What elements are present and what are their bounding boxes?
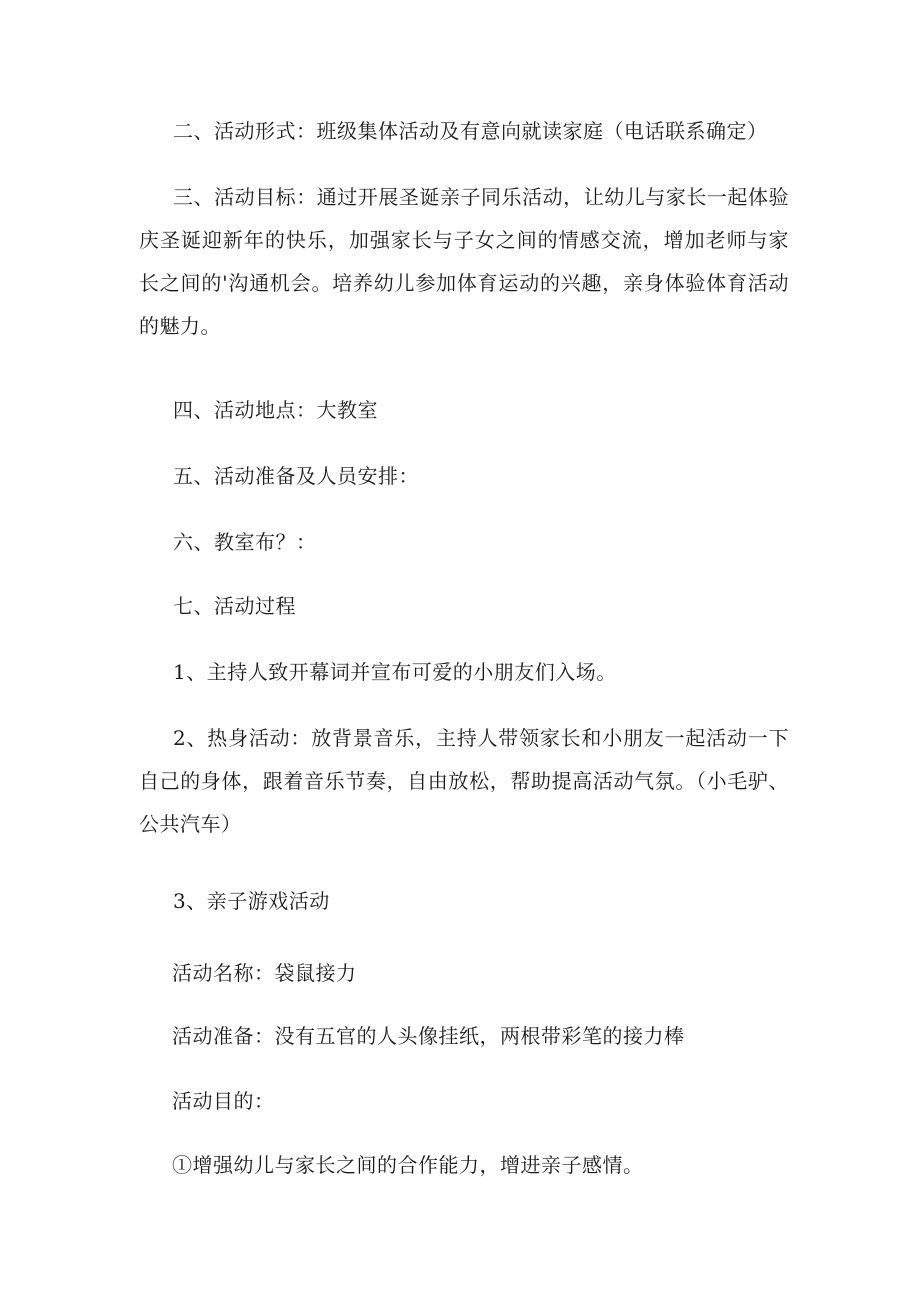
section-4-activity-location: 四、活动地点：大教室 xyxy=(173,398,378,422)
section-7-activity-process: 七、活动过程 xyxy=(173,594,296,618)
game-purpose-item-1: ①增强幼儿与家长之间的合作能力，增进亲子感情。 xyxy=(172,1153,644,1177)
section-2-activity-form: 二、活动形式：班级集体活动及有意向就读家庭（电话联系确定） xyxy=(173,119,768,143)
step-1-opening: 1、主持人致开幕词并宣布可爱的小朋友们入场。 xyxy=(173,660,617,684)
step-3-parent-child-game: 3、亲子游戏活动 xyxy=(173,889,330,913)
game-purpose-heading: 活动目的： xyxy=(172,1089,275,1113)
section-6-classroom-layout: 六、教室布？： xyxy=(173,530,317,554)
section-3-activity-goal: 三、活动目标：通过开展圣诞亲子同乐活动，让幼儿与家长一起体验庆圣诞迎新年的快乐，加强家长与子女之间的情感交流，增加老师与家长之间的'沟通机会。培养幼儿参加体育运动的兴趣，亲身体验体育活动的魅力。 xyxy=(139,185,789,338)
game-preparation: 活动准备：没有五官的人头像挂纸，两根带彩笔的接力棒 xyxy=(172,1024,685,1048)
game-name: 活动名称：袋鼠接力 xyxy=(172,961,357,985)
section-5-preparation: 五、活动准备及人员安排： xyxy=(173,464,419,488)
step-2-warmup: 2、热身活动：放背景音乐，主持人带领家长和小朋友一起活动一下自己的身体，跟着音乐节奏，自由放松，帮助提高活动气氛。（小毛驴、公共汽车） xyxy=(139,726,789,836)
